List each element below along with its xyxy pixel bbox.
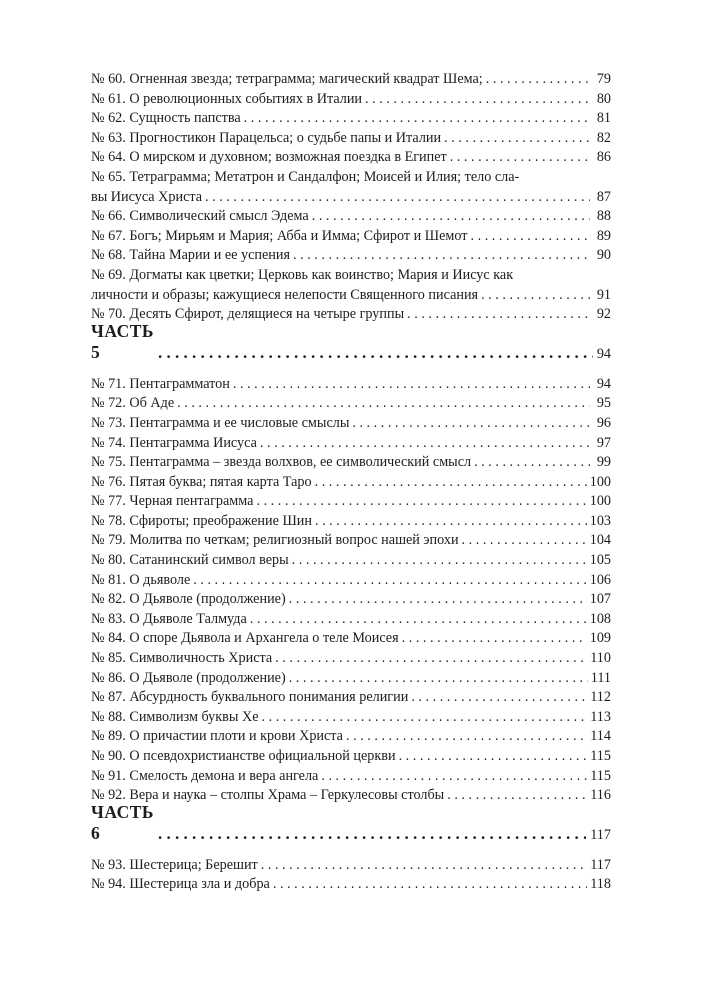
- toc-entry-page: 92: [596, 306, 611, 323]
- toc-entry-title: № 86. О Дьяволе (продолжение): [91, 669, 286, 686]
- toc-entry-page: 104: [589, 532, 611, 549]
- toc-entry-page: 94: [596, 375, 611, 392]
- toc-entry-page: 89: [596, 227, 611, 244]
- dot-leader: [321, 767, 587, 787]
- dot-leader: [261, 856, 587, 876]
- toc-entry-title: № 81. О дьяволе: [91, 571, 191, 588]
- toc-entry-page: 103: [589, 512, 611, 529]
- dot-leader: [244, 109, 590, 129]
- toc-entry-page: 115: [590, 767, 611, 784]
- toc-entry-page: 100: [589, 473, 611, 490]
- toc-entry[interactable]: [91, 512, 611, 532]
- toc-entry-title: № 84. О споре Дьявола и Архангела о теле Моисея: [91, 630, 399, 647]
- toc-entry-title: № 73. Пентаграмма и ее числовые смыслы: [91, 414, 350, 431]
- toc-entry-title: № 70. Десять Сфирот, делящиеся на четыре группы: [91, 306, 405, 323]
- dot-leader: [312, 207, 590, 227]
- dot-leader: [315, 512, 587, 532]
- dot-leader: [273, 875, 587, 895]
- toc-entry-page: 115: [590, 748, 611, 764]
- dot-leader: [315, 473, 587, 493]
- toc-entry[interactable]: [91, 414, 611, 434]
- toc-entry[interactable]: [91, 669, 611, 689]
- toc-entry-title: № 72. Об Аде: [91, 395, 175, 412]
- toc-entry-page: 88: [596, 208, 611, 225]
- toc-entry[interactable]: [91, 227, 611, 247]
- dot-leader: [250, 610, 587, 630]
- toc-entry-title: № 68. Тайна Марии и ее успения: [91, 247, 291, 264]
- toc-entry-page: 90: [596, 247, 611, 264]
- dot-leader: [486, 70, 590, 90]
- toc-entry-page: 107: [589, 591, 611, 608]
- toc-entry-page: 100: [589, 493, 611, 510]
- dot-leader: [399, 747, 588, 767]
- dot-leader: [402, 629, 587, 649]
- toc-entry[interactable]: [91, 286, 611, 306]
- part-page: 94: [596, 345, 611, 362]
- toc-entry[interactable]: [91, 188, 611, 208]
- dot-leader: [365, 90, 590, 110]
- part-page: 117: [590, 826, 611, 843]
- toc-entry[interactable]: [91, 708, 611, 728]
- toc-entry-title: № 64. О мирском и духовном; возможная поездка в Египет: [91, 149, 447, 166]
- toc-entry[interactable]: [91, 688, 611, 708]
- toc-entry-title: № 92. Вера и наука – столпы Храма – Геркулесовы столбы: [91, 787, 445, 804]
- toc-entry-title: № 90. О псевдохристианстве официальной церкви: [91, 748, 396, 764]
- toc-entry-title: № 75. Пентаграмма – звезда волхвов, ее символический смысл: [91, 454, 472, 471]
- toc-entry-page: 113: [590, 708, 611, 725]
- dot-leader: [260, 434, 590, 454]
- toc-entry-page: 108: [589, 610, 611, 627]
- toc-entry[interactable]: [91, 207, 611, 227]
- dot-leader: [444, 129, 590, 149]
- toc-entry-title: № 60. Огненная звезда; тетраграмма; магический квадрат Шема;: [91, 71, 483, 87]
- dot-leader: [205, 188, 590, 208]
- toc-entry-line[interactable]: № 65. Тетраграмма; Метатрон и Сандалфон; Моисей и Илия; тело сла-: [91, 168, 520, 185]
- toc-entry-page: 91: [596, 286, 611, 303]
- toc-entry-title: № 62. Сущность папства: [91, 110, 241, 127]
- dot-leader: [275, 649, 587, 669]
- toc-entry[interactable]: [91, 246, 611, 266]
- toc-entry-page: 97: [596, 434, 611, 451]
- toc-entry-page: 109: [589, 630, 611, 647]
- dot-leader: [352, 414, 590, 434]
- toc-entry-page: 86: [596, 149, 611, 166]
- toc-entry-page: 118: [590, 876, 611, 893]
- toc-entry-title: № 79. Молитва по четкам; религиозный вопрос нашей эпохи: [91, 532, 459, 549]
- toc-entry[interactable]: [91, 434, 611, 454]
- toc-entry-page: 106: [589, 571, 611, 588]
- toc-entry-page: 105: [589, 552, 611, 569]
- toc-entry-title: № 82. О Дьяволе (продолжение): [91, 591, 286, 608]
- toc-entry-page: 111: [590, 669, 611, 686]
- toc-entry-page: 81: [596, 110, 611, 127]
- toc-entry-page: 110: [590, 650, 611, 667]
- toc-entry-page: 114: [590, 728, 611, 745]
- toc-entry[interactable]: [91, 571, 611, 591]
- dot-leader: [450, 148, 590, 168]
- toc-entry[interactable]: [91, 492, 611, 512]
- toc-entry-title: № 77. Черная пентаграмма: [91, 493, 254, 510]
- toc-entry-page: 96: [596, 414, 611, 431]
- toc-entry-title: № 67. Богъ; Мирьям и Мария; Абба и Имма; Сфирот и Шемот: [91, 227, 468, 244]
- toc-entry[interactable]: [91, 786, 611, 806]
- toc-entry[interactable]: [91, 129, 611, 149]
- part-title: ЧАСТЬ 6: [91, 801, 154, 843]
- toc-entry-title: № 76. Пятая буква; пятая карта Таро: [91, 473, 312, 490]
- toc-entry[interactable]: [91, 109, 611, 129]
- dot-leader: [233, 375, 590, 395]
- toc-entry-title: № 80. Сатанинский символ веры: [91, 552, 289, 569]
- dot-leader: [289, 669, 588, 689]
- toc-entry[interactable]: [91, 629, 611, 649]
- toc-entry[interactable]: [91, 90, 611, 110]
- toc-entry-page: 117: [590, 856, 611, 873]
- toc-entry-title: № 93. Шестерица; Берешит: [91, 856, 258, 873]
- dot-leader: [256, 492, 586, 512]
- dot-leader: [193, 571, 586, 591]
- part-heading[interactable]: [91, 801, 611, 844]
- toc-entry[interactable]: [91, 590, 611, 610]
- toc-entry-title: № 74. Пентаграмма Иисуса: [91, 434, 257, 451]
- toc-entry-title: № 87. Абсурдность буквального понимания религии: [91, 689, 409, 706]
- toc-entry-page: 80: [596, 90, 611, 107]
- toc-entry[interactable]: [91, 875, 611, 895]
- dot-leader: [407, 305, 590, 325]
- dot-leader: [462, 531, 587, 551]
- toc-entry-title: № 83. О Дьяволе Талмуда: [91, 610, 247, 627]
- toc-entry-line[interactable]: № 69. Догматы как цветки; Церковь как воинство; Мария и Иисус как: [91, 266, 514, 283]
- toc-entry-title: № 91. Смелость демона и вера ангела: [91, 767, 319, 784]
- part-title: ЧАСТЬ 5: [91, 320, 154, 362]
- toc-entry-title: № 85. Символичность Христа: [91, 650, 273, 667]
- dot-leader: [158, 824, 586, 844]
- toc-entry-page: 82: [596, 129, 611, 146]
- toc-entry-page: 87: [596, 188, 611, 205]
- dot-leader: [474, 453, 590, 473]
- toc-entry[interactable]: [91, 394, 611, 414]
- part-heading[interactable]: [91, 320, 611, 363]
- toc-entry[interactable]: [91, 649, 611, 669]
- toc-entry-page: 112: [590, 689, 611, 706]
- toc-entry-title: № 88. Символизм буквы Хе: [91, 708, 259, 725]
- dot-leader: [481, 286, 590, 306]
- dot-leader: [293, 246, 590, 266]
- toc-entry-page: 99: [596, 454, 611, 471]
- toc-entry[interactable]: [91, 473, 611, 493]
- toc-entry-title: № 63. Прогностикон Парацельса; о судьбе папы и Италии: [91, 129, 442, 146]
- toc-entry-page: 116: [590, 787, 611, 804]
- toc-entry-title: № 89. О причастии плоти и крови Христа: [91, 728, 343, 745]
- dot-leader: [262, 708, 588, 728]
- toc-entry-title: № 61. О революционных событиях в Италии: [91, 90, 363, 107]
- toc-entry[interactable]: [91, 610, 611, 630]
- dot-leader: [177, 394, 590, 414]
- toc-entry-title: № 78. Сфироты; преображение Шин: [91, 512, 312, 529]
- toc-entry[interactable]: [91, 70, 611, 90]
- toc-entry[interactable]: [91, 856, 611, 876]
- toc-entry-page: 79: [596, 71, 611, 87]
- toc-entry[interactable]: [91, 375, 611, 395]
- toc-entry-page: 95: [596, 395, 611, 412]
- toc-entry-title: № 71. Пентаграмматон: [91, 375, 230, 392]
- dot-leader: [158, 343, 593, 363]
- toc-entry[interactable]: [91, 727, 611, 747]
- toc-entry[interactable]: [91, 453, 611, 473]
- dot-leader: [292, 551, 587, 571]
- toc-entry[interactable]: [91, 767, 611, 787]
- toc-entry[interactable]: [91, 747, 611, 767]
- toc-entry[interactable]: [91, 551, 611, 571]
- toc-entry[interactable]: [91, 305, 611, 325]
- dot-leader: [447, 786, 587, 806]
- toc-entry-title: вы Иисуса Христа: [91, 188, 203, 205]
- table-of-contents: [91, 70, 611, 895]
- toc-entry-title: № 66. Символический смысл Эдема: [91, 208, 309, 225]
- dot-leader: [411, 688, 587, 708]
- dot-leader: [346, 727, 587, 747]
- toc-entry[interactable]: [91, 148, 611, 168]
- toc-entry-title: № 94. Шестерица зла и добра: [91, 876, 270, 893]
- toc-entry[interactable]: [91, 531, 611, 551]
- dot-leader: [471, 227, 591, 247]
- dot-leader: [289, 590, 587, 610]
- toc-entry-title: личности и образы; кажущиеся нелепости Священного писания: [91, 286, 479, 303]
